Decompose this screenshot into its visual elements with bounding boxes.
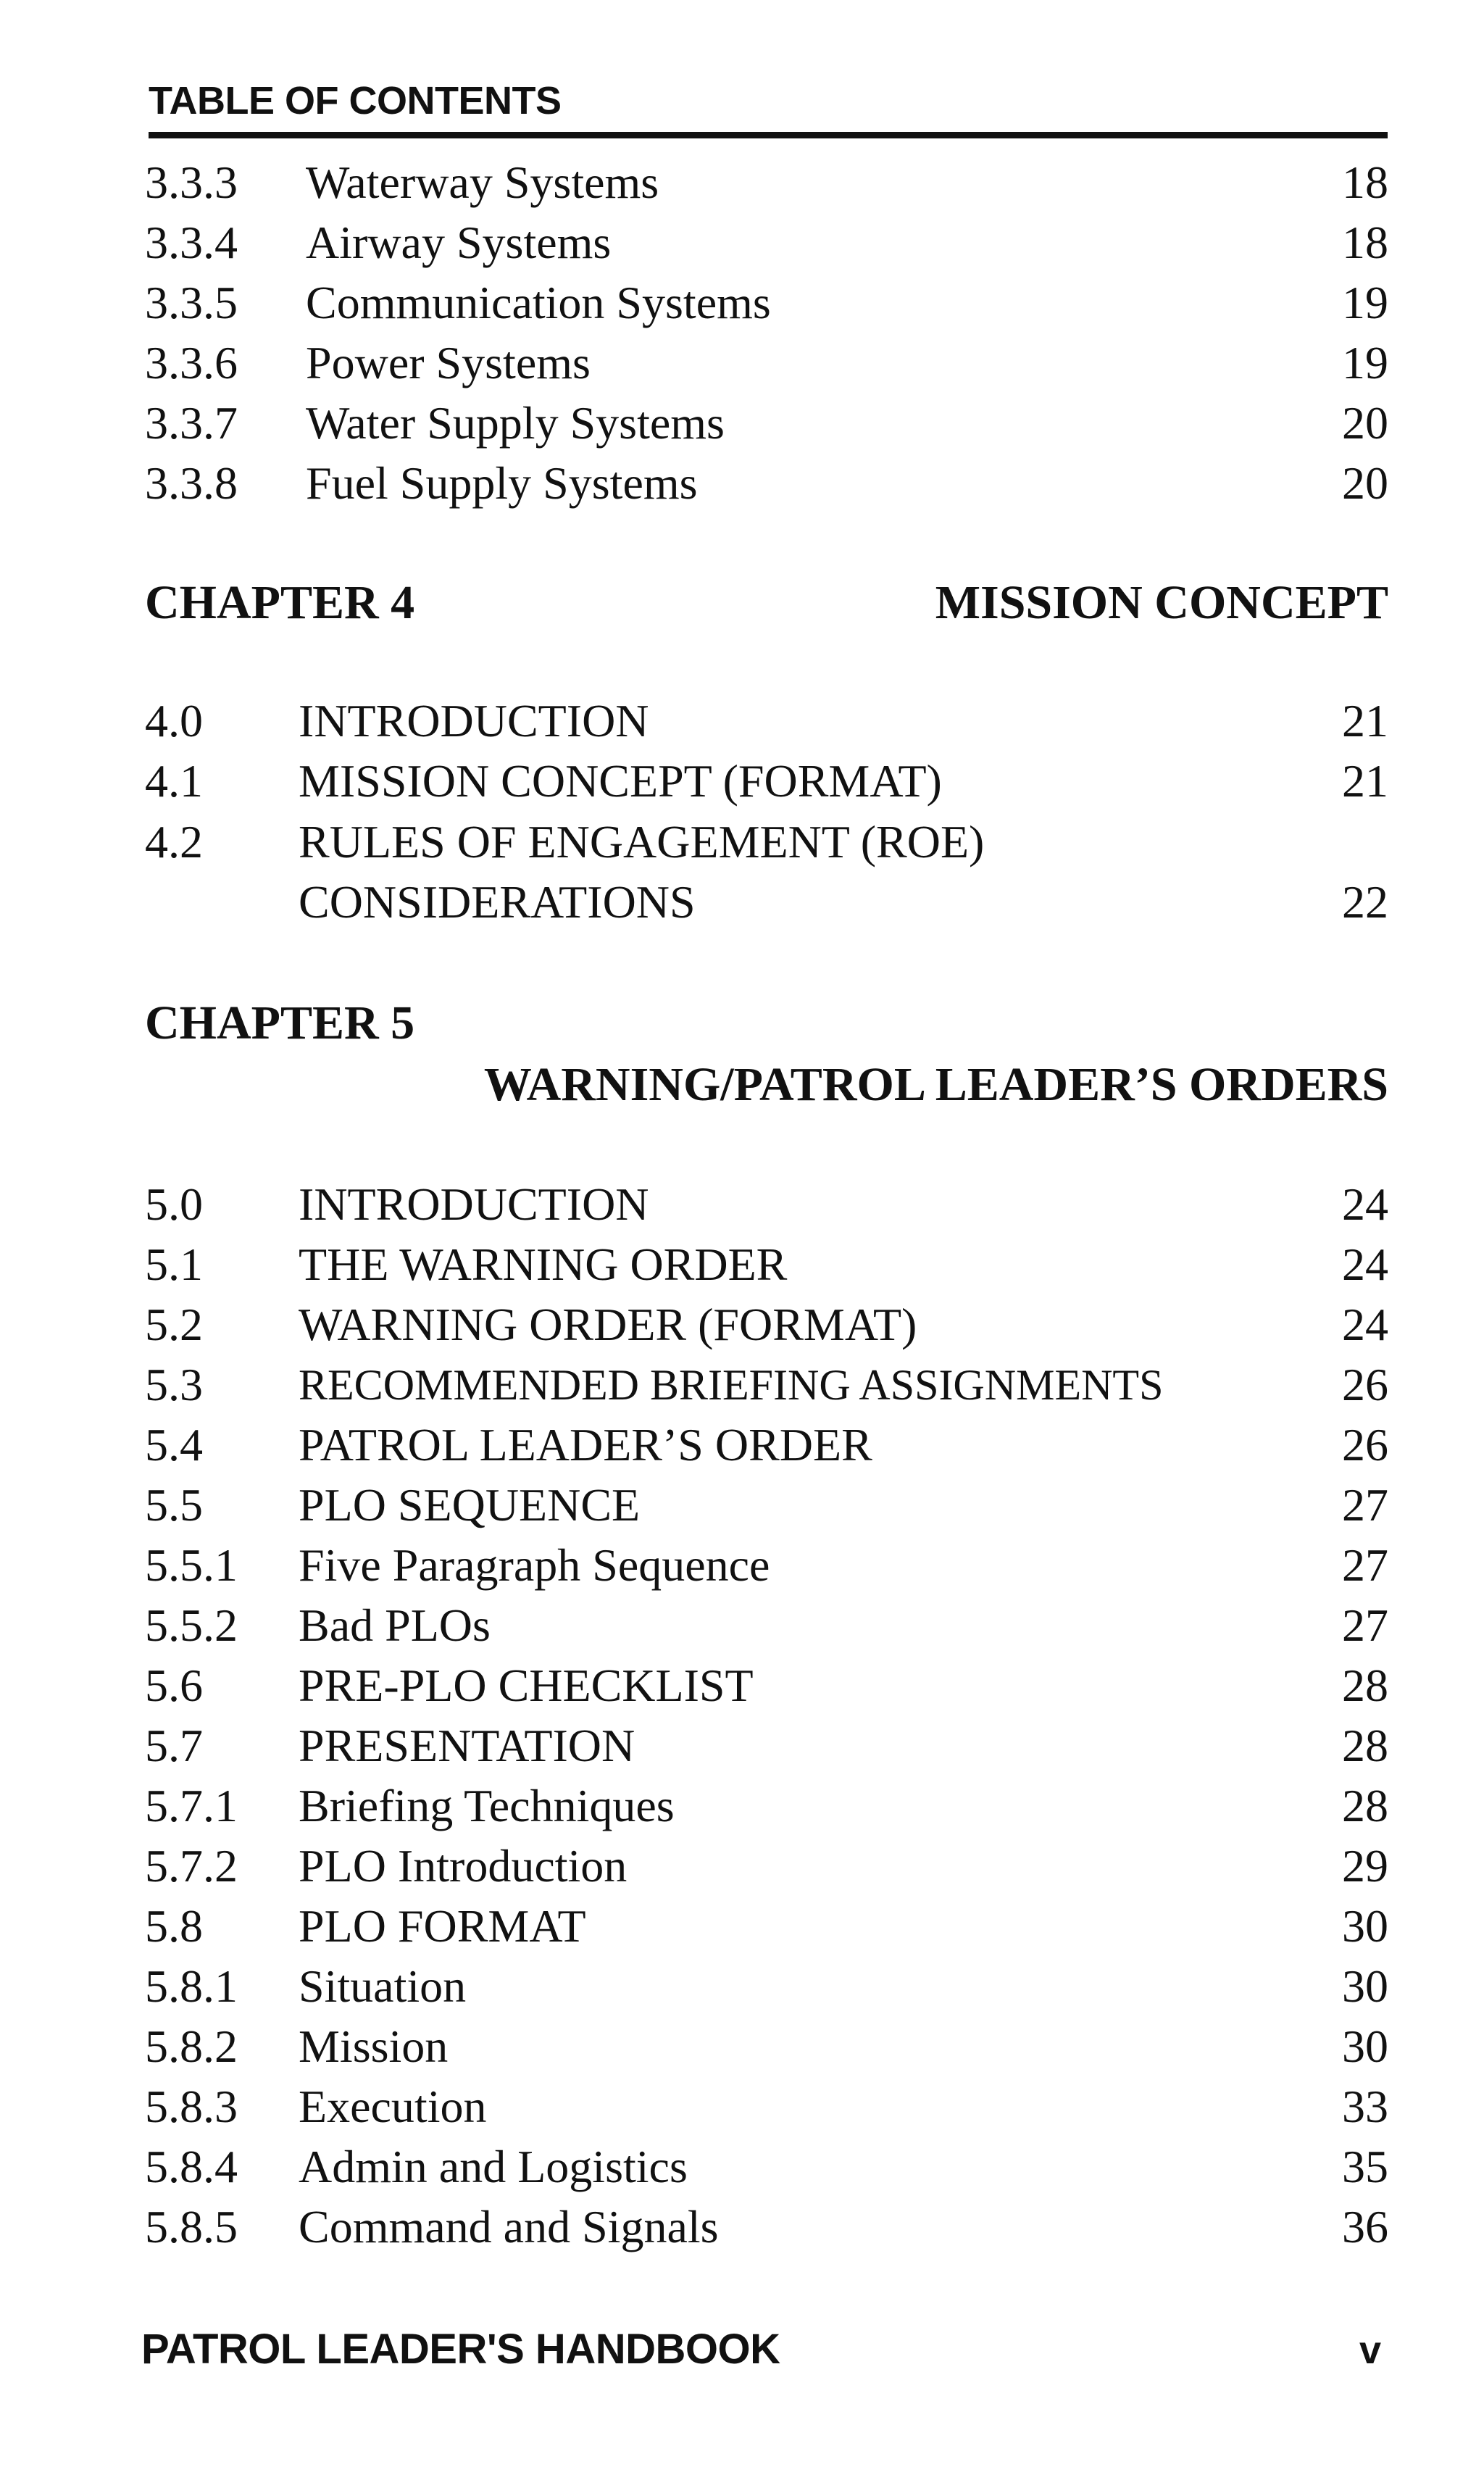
toc-entry[interactable] [0, 2198, 1484, 2256]
entry-title: PRE-PLO CHECKLIST [299, 1660, 754, 1711]
entry-number: 4.0 [145, 695, 203, 746]
entry-number: 5.0 [145, 1178, 203, 1230]
entry-page: 33 [1342, 2081, 1388, 2132]
entry-number: 5.8.2 [145, 2021, 238, 2072]
entry-number: 5.1 [145, 1239, 203, 1290]
chapter-4-heading[interactable] [0, 573, 1484, 633]
entry-title: RECOMMENDED BRIEFING ASSIGNMENTS [299, 1361, 1164, 1409]
entry-number: 5.6 [145, 1660, 203, 1711]
entry-page: 24 [1342, 1178, 1388, 1230]
toc-entry[interactable] [0, 1777, 1484, 1835]
entry-page: 20 [1342, 457, 1388, 509]
toc-entry[interactable] [0, 692, 1484, 750]
toc-entry[interactable] [0, 1236, 1484, 1294]
toc-entry[interactable] [0, 1837, 1484, 1895]
entry-title: PRESENTATION [299, 1720, 635, 1771]
entry-title: INTRODUCTION [299, 695, 649, 746]
toc-entry[interactable] [0, 2078, 1484, 2136]
toc-entry[interactable] [0, 394, 1484, 452]
entry-page: 26 [1342, 1359, 1388, 1410]
entry-page: 21 [1342, 755, 1388, 807]
entry-page: 18 [1342, 217, 1388, 268]
entry-number: 3.3.3 [145, 157, 238, 208]
entry-title: Five Paragraph Sequence [299, 1539, 770, 1591]
entry-page: 27 [1342, 1539, 1388, 1591]
toc-entry[interactable] [0, 1957, 1484, 2015]
entry-number: 5.8 [145, 1900, 203, 1952]
entry-page: 30 [1342, 1900, 1388, 1952]
toc-entry[interactable] [0, 274, 1484, 332]
entry-number: 5.2 [145, 1299, 203, 1350]
entry-page: 21 [1342, 695, 1388, 746]
entry-page: 28 [1342, 1780, 1388, 1831]
entry-title: MISSION CONCEPT (FORMAT) [299, 755, 942, 807]
entry-number: 3.3.6 [145, 337, 238, 388]
entry-number: 3.3.4 [145, 217, 238, 268]
entry-title: PLO SEQUENCE [299, 1479, 641, 1531]
entry-page: 22 [1342, 876, 1388, 928]
entry-number: 5.3 [145, 1359, 203, 1410]
toc-entry[interactable] [0, 1597, 1484, 1655]
entry-page: 35 [1342, 2141, 1388, 2192]
toc-entry[interactable] [0, 752, 1484, 810]
entry-page: 19 [1342, 337, 1388, 388]
entry-title: Fuel Supply Systems [306, 457, 698, 509]
entry-title: Waterway Systems [306, 157, 659, 208]
toc-entry[interactable] [0, 1476, 1484, 1534]
toc-entry[interactable] [0, 334, 1484, 392]
entry-title: Bad PLOs [299, 1599, 491, 1651]
entry-page: 18 [1342, 157, 1388, 208]
entry-title: Power Systems [306, 337, 591, 388]
chapter-5-title[interactable] [0, 1054, 1484, 1115]
header-rule [149, 132, 1388, 138]
entry-title: WARNING ORDER (FORMAT) [299, 1299, 917, 1350]
entry-title: Mission [299, 2021, 449, 2072]
entry-title: INTRODUCTION [299, 1178, 649, 1230]
entry-title: Water Supply Systems [306, 397, 725, 449]
entry-title: Admin and Logistics [299, 2141, 688, 2192]
entry-page: 29 [1342, 1840, 1388, 1892]
entry-title: Airway Systems [306, 217, 612, 268]
entry-page: 19 [1342, 277, 1388, 328]
footer-page-number: v [1359, 2329, 1381, 2372]
entry-page: 20 [1342, 397, 1388, 449]
toc-entry[interactable] [0, 1657, 1484, 1715]
toc-entry[interactable] [0, 454, 1484, 512]
entry-number: 3.3.8 [145, 457, 238, 509]
toc-entry[interactable] [0, 813, 1484, 871]
entry-page: 26 [1342, 1419, 1388, 1470]
entry-title: THE WARNING ORDER [299, 1239, 788, 1290]
entry-title: Execution [299, 2081, 487, 2132]
chapter-label: CHAPTER 5 [145, 996, 415, 1049]
chapter-title: MISSION CONCEPT [935, 576, 1388, 629]
footer-book-title: PATROL LEADER'S HANDBOOK [141, 2326, 780, 2373]
toc-entry[interactable] [0, 2018, 1484, 2076]
toc-entry[interactable] [0, 1897, 1484, 1955]
entry-number: 5.4 [145, 1419, 203, 1470]
entry-title: Situation [299, 1960, 467, 2012]
entry-number: 5.5 [145, 1479, 203, 1531]
chapter-title: WARNING/PATROL LEADER’S ORDERS [483, 1058, 1388, 1111]
entry-number: 5.8.3 [145, 2081, 238, 2132]
entry-page: 30 [1342, 1960, 1388, 2012]
entry-title: CONSIDERATIONS [299, 876, 696, 928]
entry-title: PATROL LEADER’S ORDER [299, 1419, 872, 1470]
toc-entry[interactable] [0, 2138, 1484, 2196]
toc-entry[interactable] [0, 154, 1484, 212]
entry-number: 5.8.5 [145, 2201, 238, 2252]
entry-page: 28 [1342, 1720, 1388, 1771]
entry-number: 5.7 [145, 1720, 203, 1771]
entry-number: 5.5.2 [145, 1599, 238, 1651]
toc-entry[interactable] [0, 1717, 1484, 1775]
entry-title: Briefing Techniques [299, 1780, 675, 1831]
entry-number: 5.8.4 [145, 2141, 238, 2192]
toc-entry[interactable] [0, 214, 1484, 272]
entry-number: 5.7.1 [145, 1780, 238, 1831]
entry-number: 4.2 [145, 816, 203, 867]
entry-title: PLO Introduction [299, 1840, 628, 1892]
entry-page: 27 [1342, 1599, 1388, 1651]
toc-entry[interactable] [0, 873, 1484, 931]
entry-number: 5.7.2 [145, 1840, 238, 1892]
entry-title: RULES OF ENGAGEMENT (ROE) [299, 816, 985, 867]
entry-page: 28 [1342, 1660, 1388, 1711]
entry-page: 24 [1342, 1239, 1388, 1290]
toc-entry[interactable] [0, 1175, 1484, 1233]
entry-number: 3.3.7 [145, 397, 238, 449]
entry-title: Command and Signals [299, 2201, 719, 2252]
entry-title: Communication Systems [306, 277, 771, 328]
entry-title: PLO FORMAT [299, 1900, 586, 1952]
entry-page: 27 [1342, 1479, 1388, 1531]
entry-number: 5.8.1 [145, 1960, 238, 2012]
toc-entry[interactable] [0, 1296, 1484, 1354]
entry-page: 24 [1342, 1299, 1388, 1350]
toc-entry[interactable] [0, 1356, 1484, 1414]
chapter-5-label[interactable] [0, 993, 1484, 1054]
entry-number: 5.5.1 [145, 1539, 238, 1591]
entry-page: 30 [1342, 2021, 1388, 2072]
chapter-label: CHAPTER 4 [145, 576, 415, 629]
toc-entry[interactable] [0, 1536, 1484, 1594]
entry-page: 36 [1342, 2201, 1388, 2252]
running-head: TABLE OF CONTENTS [149, 79, 562, 122]
toc-entry[interactable] [0, 1416, 1484, 1474]
entry-number: 4.1 [145, 755, 203, 807]
entry-number: 3.3.5 [145, 277, 238, 328]
